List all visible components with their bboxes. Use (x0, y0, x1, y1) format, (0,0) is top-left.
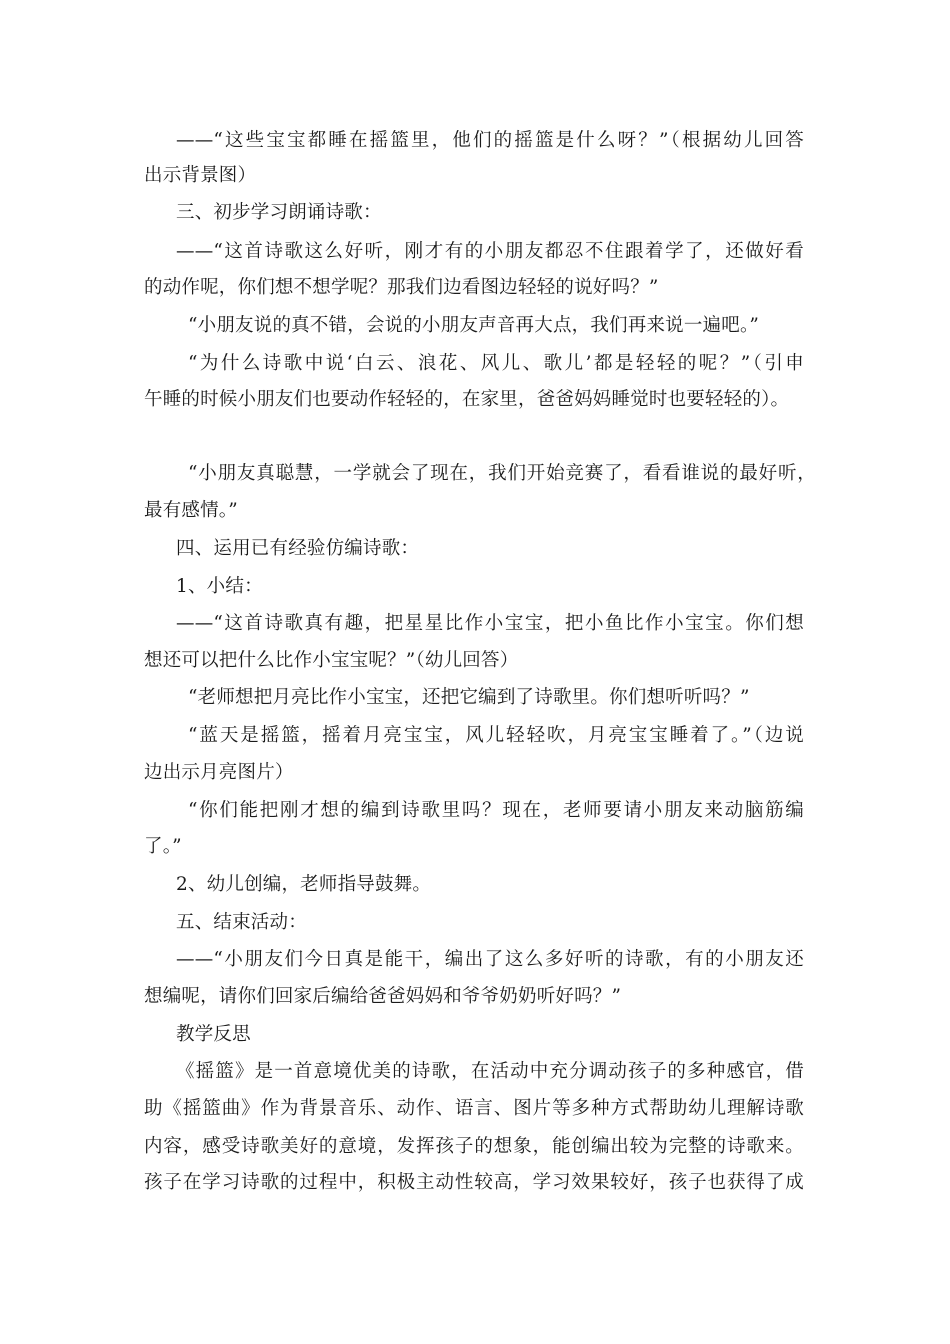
paragraph-line: 助《摇篮曲》作为背景音乐、动作、语言、图片等多种方式帮助幼儿理解诗歌 (144, 1098, 804, 1119)
section-heading: 教学反思 (176, 1024, 251, 1045)
paragraph-line: 内容，感受诗歌美好的意境，发挥孩子的想象，能创编出较为完整的诗歌来。 (144, 1136, 804, 1157)
paragraph-line: “你们能把刚才想的编到诗歌里吗？现在，老师要请小朋友来动脑筋编 (188, 800, 804, 821)
paragraph-line: ——“小朋友们今日真是能干，编出了这么多好听的诗歌，有的小朋友还 (176, 949, 804, 970)
paragraph-line: 了。” (144, 836, 182, 857)
paragraph-line: 出示背景图） (144, 165, 257, 186)
paragraph-line: “为什么诗歌中说‘白云、浪花、风儿、歌儿’都是轻轻的呢？”（引申 (188, 353, 804, 374)
paragraph-line: ——“这首诗歌这么好听，刚才有的小朋友都忍不住跟着学了，还做好看 (176, 241, 804, 262)
paragraph-line: 想编呢，请你们回家后编给爸爸妈妈和爷爷奶奶听好吗？” (144, 986, 622, 1007)
paragraph-line: “蓝天是摇篮，摇着月亮宝宝，风儿轻轻吹，月亮宝宝睡着了。”（边说 (188, 725, 804, 746)
paragraph-line: 孩子在学习诗歌的过程中，积极主动性较高，学习效果较好，孩子也获得了成 (144, 1172, 804, 1193)
subsection-heading: 2、幼儿创编，老师指导鼓舞。 (176, 874, 432, 895)
section-heading: 四、运用已有经验仿编诗歌： (176, 538, 420, 559)
paragraph-line: ——“这些宝宝都睡在摇篮里，他们的摇篮是什么呀？”（根据幼儿回答 (176, 130, 804, 151)
paragraph-line: 边出示月亮图片） (144, 762, 294, 783)
paragraph-line: “老师想把月亮比作小宝宝，还把它编到了诗歌里。你们想听听吗？” (188, 687, 750, 708)
paragraph-line: “小朋友说的真不错，会说的小朋友声音再大点，我们再来说一遍吧。” (188, 315, 760, 336)
section-heading: 五、结束活动： (176, 912, 307, 933)
paragraph-line: 午睡的时候小朋友们也要动作轻轻的，在家里，爸爸妈妈睡觉时也要轻轻的）。 (144, 389, 790, 410)
paragraph-line: 的动作呢，你们想不想学呢？那我们边看图边轻轻的说好吗？” (144, 277, 659, 298)
subsection-heading: 1、小结： (176, 576, 263, 597)
paragraph-line: 想还可以把什么比作小宝宝呢？”（幼儿回答） (144, 650, 519, 671)
section-heading: 三、初步学习朗诵诗歌： (176, 202, 382, 223)
paragraph-line: 最有感情。” (144, 500, 238, 521)
paragraph-line: 《摇篮》是一首意境优美的诗歌，在活动中充分调动孩子的多种感官，借 (176, 1061, 804, 1082)
paragraph-line: ——“这首诗歌真有趣，把星星比作小宝宝，把小鱼比作小宝宝。你们想 (176, 613, 804, 634)
paragraph-line: “小朋友真聪慧，一学就会了现在，我们开始竞赛了，看看谁说的最好听， (188, 463, 816, 484)
